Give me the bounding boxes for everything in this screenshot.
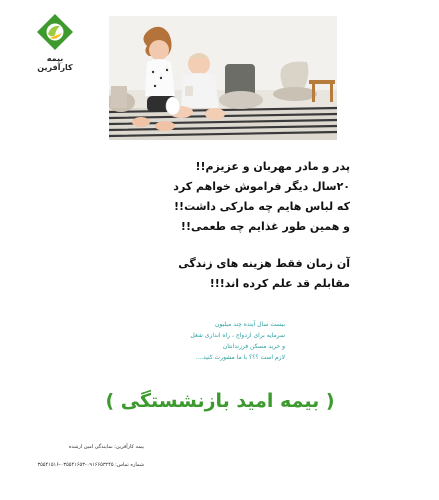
karafarin-logo-icon bbox=[37, 14, 73, 50]
message-line: و همین طور غذایم چه طعمی!! bbox=[180, 220, 350, 233]
message-line: آن زمان فقط هزینه های زندگی bbox=[178, 257, 350, 270]
message-line: پدر و مادر مهربان و عزیزم!! bbox=[195, 160, 350, 173]
message-line: مقابلم قد علم کرده اند!!! bbox=[209, 277, 350, 290]
main-message bbox=[150, 157, 350, 294]
advice-line: بیست سال آینده چند میلیون bbox=[214, 321, 285, 328]
advice-line: سرمایه برای ازدواج ، راه اندازی شغل bbox=[190, 332, 285, 339]
message-line: ۲۰سال دیگر فراموش خواهم کرد bbox=[173, 180, 350, 193]
contact-phone: شماره تماس: ۰۹۱۶۶۵۳۲۴۵-۰۳۵۵۴۱۶۵۳-۳۵۵۴۱۵۱۶ bbox=[37, 462, 144, 468]
spacer bbox=[150, 237, 350, 254]
logo-text: بیمه کارآفرین bbox=[37, 54, 73, 72]
advice-text bbox=[190, 319, 285, 363]
advice-line: و خرید مسکن فرزندانتان bbox=[222, 343, 285, 350]
message-line: که لباس هایم چه مارکی داشت!! bbox=[174, 200, 350, 213]
company-logo bbox=[28, 14, 82, 76]
agent-name: بیمه کارآفرین: نمایندگی امین ارشده bbox=[68, 444, 144, 450]
footer bbox=[6, 443, 144, 479]
children-photo bbox=[109, 16, 337, 140]
advice-line: لازم است ؟؟؟ با ما مشورت کنید.... bbox=[195, 354, 285, 361]
product-slogan: ( بیمه امید بازنشستگی ) bbox=[105, 390, 335, 412]
